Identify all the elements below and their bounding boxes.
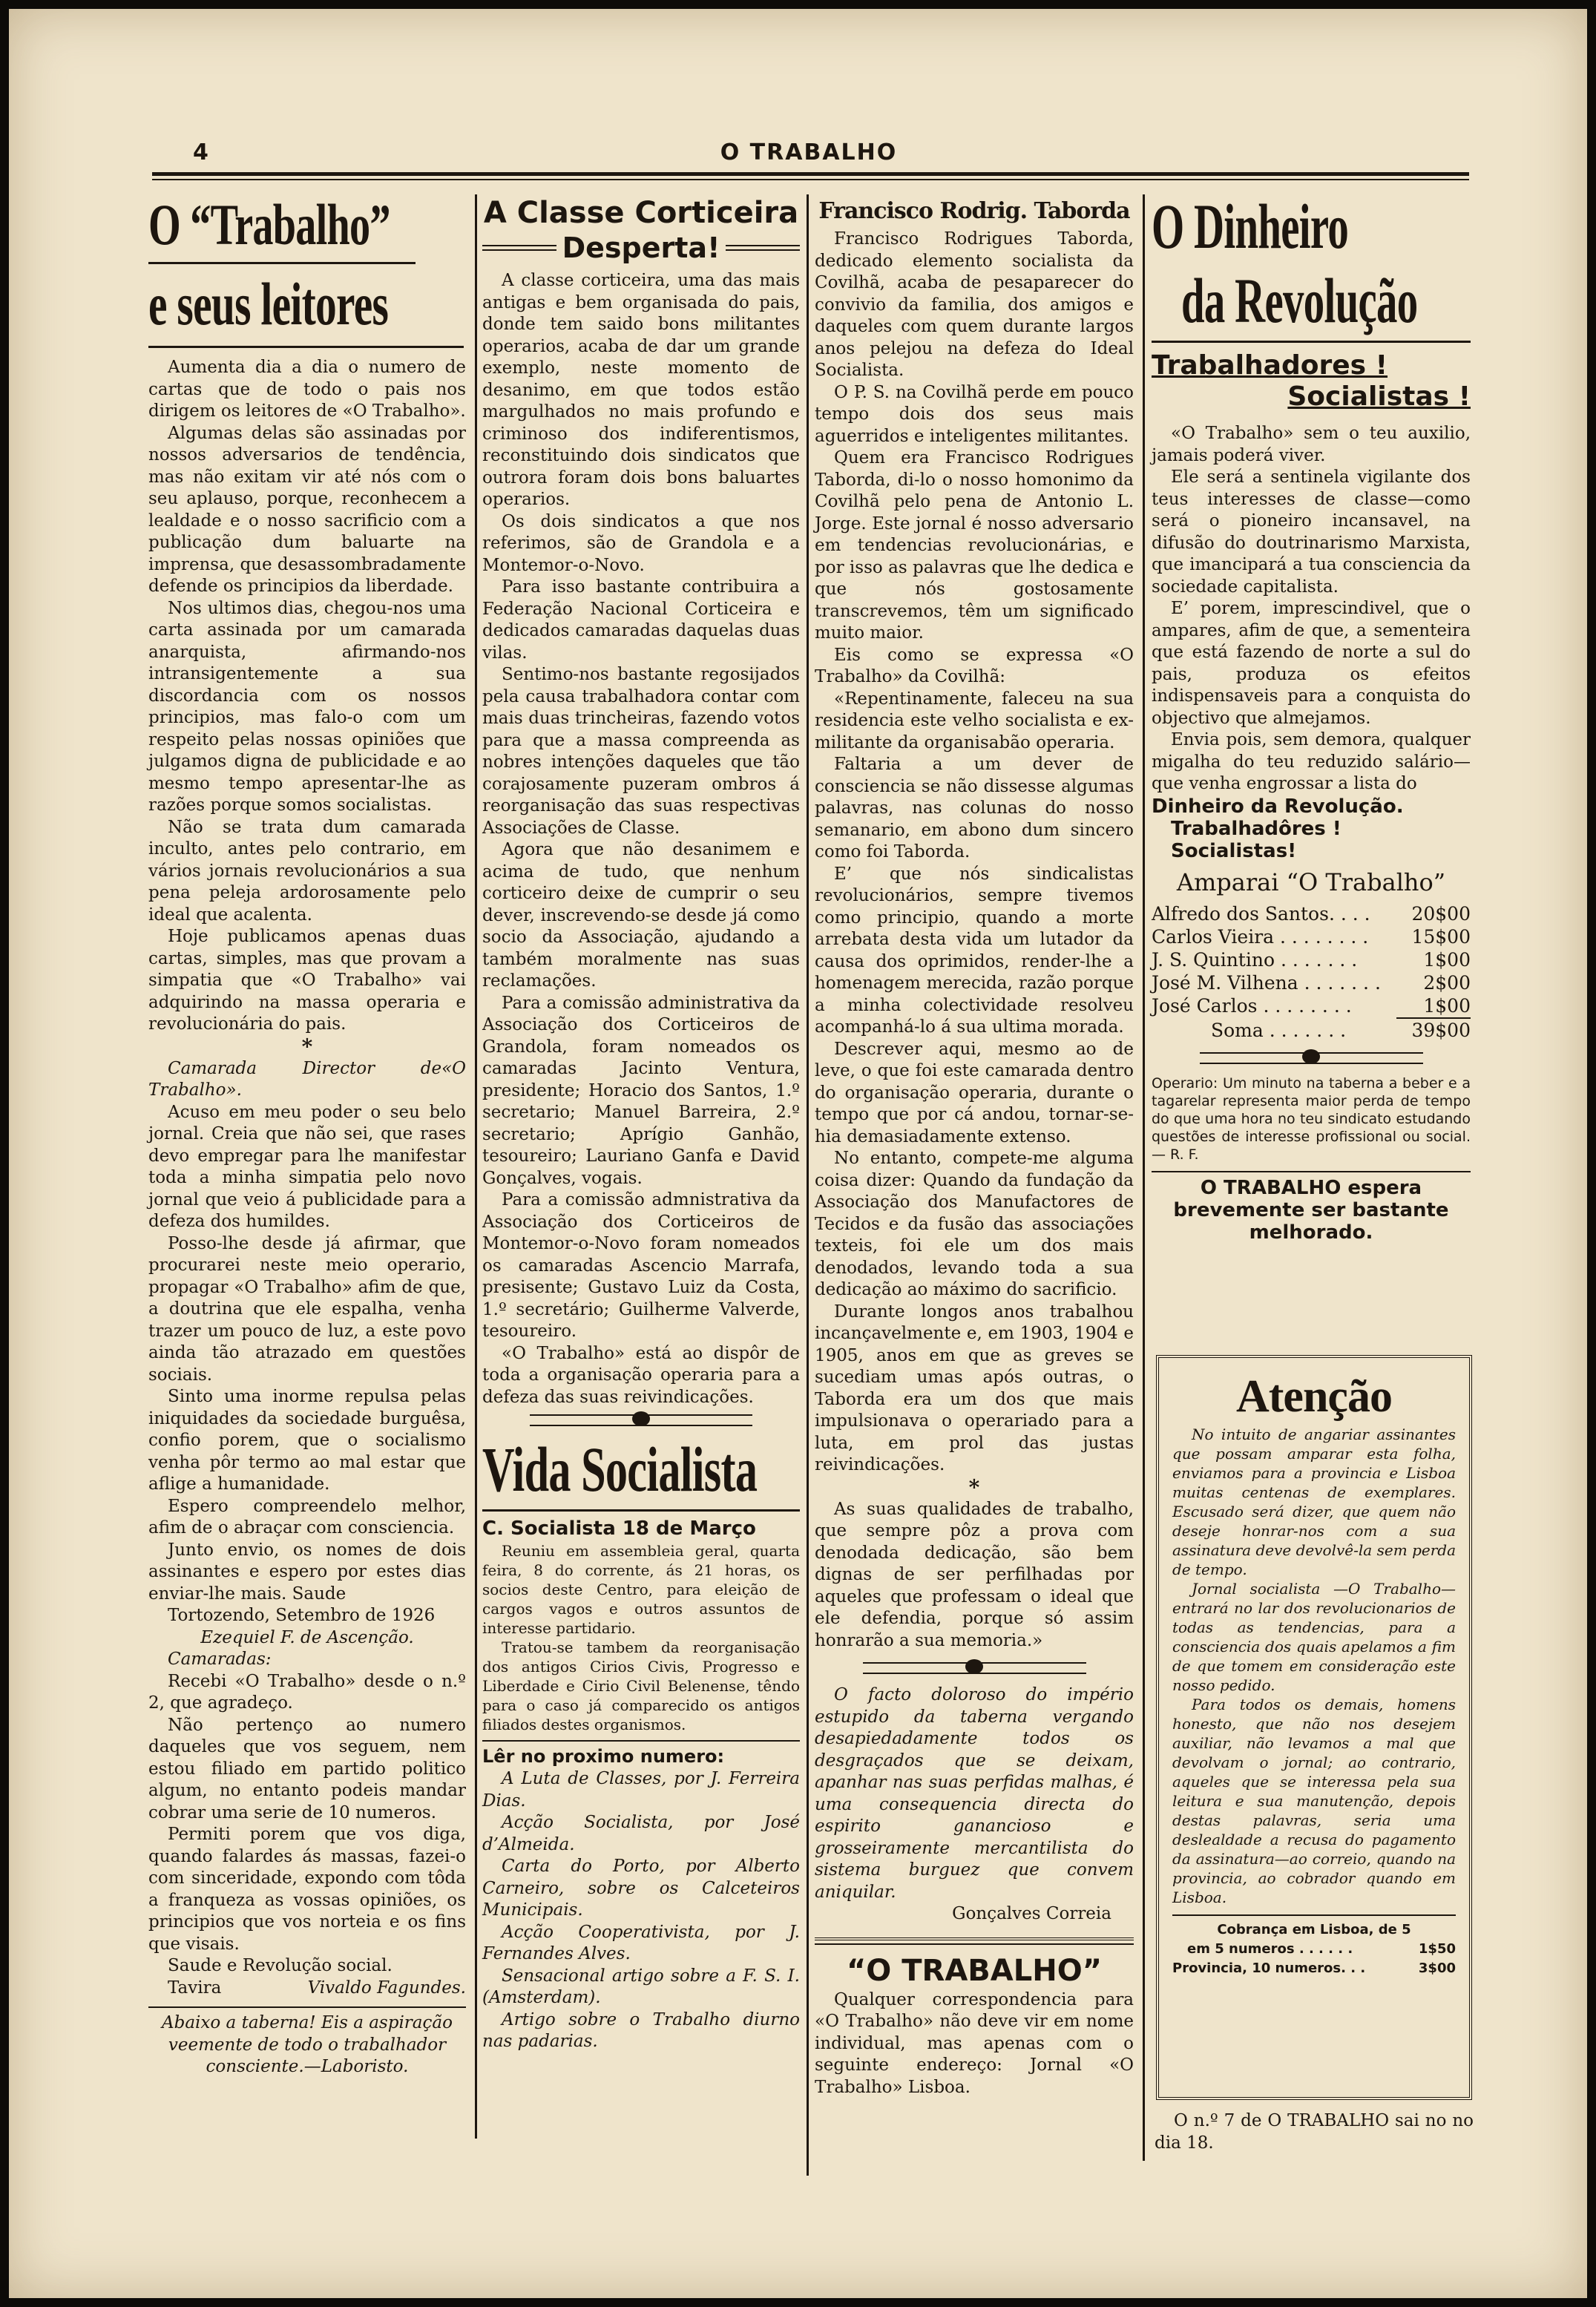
article-title-line1: O Dinheiro [1152,191,1349,262]
paragraph: Durante longos anos trabalhou incançavelmente e, em 1903, 1904 e 1905, anos em que as greves se sucediam umas após outras, o Taborda era um dos que mais impulsionava o operariado para a luta, em prol das justas reivindicações. [815,1302,1134,1474]
paragraph: Nos ultimos dias, chegou-nos uma carta assinada por um camarada anarquista, afirmando-nos intransigentemente a sua discordancia com os nossos principios, mas falo-o com um respeito pelas nossas opiniões que julgamos digna de publicidade e ao mesmo tempo apresentar-lhe as razões porque somos socialistas. [148,598,466,815]
paragraph: Para todos os demais, homens honesto, que não nos desejem auxiliar, não levamos a mal que devolvam o jornal; ao contrario, aqueles que se interessa pela sua leitura e sua manutenção, depois destas palavras, seria uma deslealdade a recusa do pagamento da assinatura—ao correio, quando na provincia, ao cobrador quando em Lisboa. [1172,1696,1456,1906]
divider [815,1937,1134,1945]
closing-notice [1155,2110,1474,2154]
title-underline [1152,341,1471,343]
letter2-signoff [148,1978,466,2000]
next-issue-item: Carta do Porto, por Alberto Carneiro, sobre os Calceteiros Municipais. [482,1857,800,1920]
subsection-title: C. Socialista 18 de Março [482,1517,756,1540]
italic-note: O facto doloroso do império estupido da taberna vergando desapiedadamente todos os desgraçados que se deixam, apanhar nas suas perfidas malhas, é uma consequencia directa do espirito ganancioso e grosseiramente mercantilista do sistema burguez que convem aniquilar. [815,1685,1134,1902]
paragraph: Descrever aqui, mesmo ao de leve, o que foi este camarada dentro do organisação operaria, durante o tempo que por cá andou, tornar-se-hia demasiadamente extenso. [815,1039,1134,1146]
donor-row [1152,948,1471,971]
column-1 [148,189,466,2078]
donor-row [1152,902,1471,925]
divider [482,1740,800,1742]
paragraph: Junto envio, os nomes de dois assinantes e espero por estes dias enviar-lhe mais. Saude [148,1540,466,1604]
donor-total-row [1152,1019,1471,1042]
next-issue-title: Lêr no proximo numero: [482,1746,725,1767]
total-label: Soma . . . . . . . [1211,1019,1347,1041]
section-star: * [301,1034,313,1059]
paragraph: Para isso bastante contribuira a Federação Nacional Corticeira e dedicados camaradas daquelas duas vilas. [482,577,800,663]
title-underline [148,262,416,264]
masthead: O TRABALHO [720,140,898,165]
attention-box [1156,1355,1472,2100]
notice-text: Qualquer correspondencia para «O Trabalho» não deve vir em nome individual, mas apenas com o seguinte endereço: Jornal «O Trabalho» Lisboa. [815,1989,1134,2097]
paragraph: «O Trabalho» sem o teu auxilio, jamais poderá viver. [1152,424,1471,465]
paragraph: Faltaria a um dever de consciencia se não dissesse algumas palavras, nas colunas do nosso semanario, em abono dum sincero como foi Taborda. [815,755,1134,862]
paragraph: Permiti porem que vos diga, quando falardes ás massas, fazei-o com sinceridade, expondo com tôda a franqueza as vossas opiniões, os principios que vos norteia e os fins que visais. [148,1825,466,1954]
ornament-divider [530,1414,752,1426]
price-row [1172,1940,1456,1959]
donor-row [1152,925,1471,948]
header-rule-thin [152,179,1469,180]
closing-text: O n.º 7 de O TRABALHO sai no no dia 18. [1155,2111,1474,2153]
note-signature: Gonçalves Correia [952,1904,1111,1923]
header-rule [152,172,1469,176]
paragraph: As suas qualidades de trabalho, que sempre pôz a prova com denodada dedicação, são bem dignas de ser perfilhadas por aqueles que professam o ideal que ele defendia, porque só assim honrarão a sua memoria.» [815,1499,1134,1650]
paragraph: Aumenta dia a dia o numero de cartas que de todo o pais nos dirigem os leitores de «O Trabalho». [148,358,466,421]
subtitle-rule-left [482,245,556,251]
price-label: Provincia, 10 numeros. . . [1172,1960,1366,1976]
paragraph: Recebi «O Trabalho» desde o n.º 2, que agradeço. [148,1671,466,1713]
paragraph: Não se trata dum camarada inculto, antes pelo contrario, em vários jornais revolucionários a sua pena peleja ardorosamente pelo ideal que acalenta. [148,817,466,925]
subsection-body [482,1541,800,1734]
price-value: 3$00 [1418,1960,1456,1976]
donor-amount: 20$00 [1411,902,1471,925]
paragraph: A classe corticeira, uma das mais antigas e bem organisada do pais, donde tem saido bons militantes operarios, acaba de dar um grande exemplo, neste momento de desanimo, em que todos estão margulhados no mais profundo e criminoso dos indiferentismos, reconstituindo dois sindicatos que outrora foram dois bons baluartes operarios. [482,271,800,509]
donor-amount: 2$00 [1423,971,1471,994]
subtitle-2: Socialistas ! [1287,381,1471,412]
donor-row [1152,994,1471,1017]
intro-paragraphs [148,357,466,1036]
paragraph: Para a comissão administrativa da Associação dos Corticeiros de Grandola, foram nomeados os camaradas Jacinto Ventura, presidente; Horacio dos Santos, 1.º secretario; Manuel Barreira, 2.º secretario; Aprígio Ganhão, tesoureiro; Lauriano Ganfa e David Gonçalves, vogais. [482,993,800,1188]
divider [1152,1171,1471,1172]
paragraph: Tratou-se tambem da reorganisação dos antigos Cirios Civis, Progresso e Liberdade e Cirio Civil Belenense, têndo para o caso já comparecido os antigos filiados destes organismos. [482,1638,800,1733]
donor-name: José M. Vilhena . . . . . . . [1152,971,1381,994]
attention-title: Atenção [1236,1371,1392,1422]
paragraph: Os dois sindicatos a que nos referimos, são de Grandola e a Montemor-o-Novo. [482,511,800,575]
page-header [152,140,1465,166]
article-title-line2: da Revolução [1181,265,1418,336]
section-rule [482,1509,800,1512]
page-number: 4 [193,140,208,165]
paragraph: O P. S. na Covilhã perde em pouco tempo dois dos seus mais aguerridos e inteligentes militantes. [815,382,1134,446]
paragraph: Eis como se expressa «O Trabalho» da Covilhã: [815,645,1134,686]
letter-signature: Ezequiel F. de Ascenção. [200,1627,414,1647]
paragraph: «Repentinamente, faleceu na sua residencia este velho socialista e ex-militante da organisabão operaria. [815,689,1134,752]
operario-note: Operario: Um minuto na taberna a beber e a tagarelar representa maior perda de tempo do que uma hora no teu sindicato estudando questões de interesse profissional ou social.— R. F. [1152,1074,1471,1163]
price-value: 1$50 [1418,1941,1456,1957]
paragraph: Espero compreendelo melhor, afim de o abraçar com consciencia. [148,1496,466,1538]
subtitle-1: Trabalhadores ! [1152,350,1388,381]
fund-name: Dinheiro da Revolução. [1152,795,1404,818]
paragraph: E’ que nós sindicalistas revolucionários, sempre tivemos como principio, quando a morte arrebata desta vida um lutador da causa dos oprimidos, render-lhe a homenagem merecida, razão porque a minha colectividade resolveu acompanhá-lo á sua ultima morada. [815,864,1134,1037]
donor-name: Carlos Vieira . . . . . . . . [1152,925,1369,948]
improvement-note: O TRABALHO espera brevemente ser bastante melhorado. [1173,1176,1449,1244]
donor-name: Alfredo dos Santos. . . . [1152,902,1370,925]
letter-place-date: Tortozendo, Setembro de 1926 [168,1606,436,1625]
paragraph: No entanto, compete-me alguma coisa dizer: Quando da fundação da Associação dos Manufactores de Tecidos e da fusão das associações texteis, foi ele um dos mais denodados, levando toda a sua dedicação ao máximo do sacrificio. [815,1149,1134,1299]
divider [1172,1914,1456,1916]
paragraph: Quem era Francisco Rodrigues Taborda, di-lo o nosso homonimo da Covilhã pelo pena de Antonio L. Jorge. Este jornal é nosso adversario em tendencias revolucionárias, e por isso as palavras que lhe dedica e que nós gostosamente transcrevemos, têm um significado muito maior. [815,448,1134,643]
article-title: A Classe Corticeira [483,196,799,230]
paragraph: Ele será a sentinela vigilante dos teus interesses de classe—como será o pioneiro incansavel, na difusão do doutrinarismo Marxista, que imancipará a tua consciencia da sociedade capitalista. [1152,467,1471,597]
article-title: Francisco Rodrig. Taborda [818,198,1130,224]
letter-salutation: Camaradas: [168,1650,272,1669]
article-title-line1: O “Trabalho” [148,192,390,257]
section-star: * [968,1474,980,1500]
paragraph: Sinto uma inorme repulsa pelas iniquidades da sociedade burguêsa, confio porem, que o socialismo venha pôr termo ao mal estar que aflige a humanidade. [148,1387,466,1494]
total-amount: 39$00 [1411,1019,1471,1041]
letter-signature: Vivaldo Fagundes. [307,1978,466,1998]
donor-list [1152,902,1471,1042]
next-issue-item: A Luta de Classes, por J. Ferreira Dias. [482,1769,800,1811]
paragraph: «O Trabalho» está ao dispôr de toda a organisação operaria para a defeza das suas reivindicações. [482,1343,800,1407]
donor-amount: 1$00 [1423,994,1471,1017]
divider [148,2006,466,2008]
paragraph: Saude e Revolução social. [168,1956,393,1975]
letter-salutation: Camarada Director de«O Trabalho». [148,1058,466,1100]
title-underline-2 [148,346,464,348]
paragraph: Algumas delas são assinadas por nossos adversarios de tendência, mas não exitam vir até nós com o seu aplauso, porque, reconhecem a lealdade e o nosso sacrificio com a publicação dum baluarte na imprensa, que desassombradamente defende os principios da liberdade. [148,423,466,596]
donor-row [1152,971,1471,994]
next-issue-item: Acção Cooperativista, por J. Fernandes Alves. [482,1922,800,1963]
donor-amount: 1$00 [1423,948,1471,971]
column-rule-2 [807,194,809,2176]
donor-name: J. S. Quintino . . . . . . . [1152,948,1358,971]
subtitle-row [482,232,800,264]
paragraph: Não pertenço ao numero daqueles que vos seguem, nem estou filiado em partido politico algum, no entanto podeis mandar cobrar uma serie de 10 numeros. [148,1715,466,1822]
paragraph: Para a comissão admnistrativa da Associação dos Corticeiros de Montemor-o-Novo foram nomeados os camaradas Ascencio Marrafa, presisente; Gustavo Luiz da Costa, 1.º secretário; Guilherme Valverde, tesoureiro. [482,1190,800,1341]
section-title: Vida Socialista [482,1434,758,1505]
paragraph: Francisco Rodrigues Taborda, dedicado elemento socialista da Covilhã, acaba de pesaparecer do convivio da familia, dos amigos e daqueles com quem durante largos anos pelejou na defeza do Ideal Socialista. [815,229,1134,380]
donor-name: José Carlos . . . . . . . . [1152,994,1352,1017]
paragraph: Agora que não desanimem e acima de tudo, que nenhum corticeiro deixe de cumprir o seu dever, inscrevendo-se desde já como socio da Associação, ajudando a também moralmente nas suas reclamações. [482,840,800,991]
paragraph: Sentimo-nos bastante regosijados pela causa trabalhadora contar com mais duas trincheiras, fazendo votos para que a massa compreenda as nobres intenções daqueles que tão corajosamente puzeram ombros á reorganisação das suas respectivas Associações de Classe. [482,665,800,838]
call-workers: Trabalhadôres ! [1171,817,1342,840]
cobranca-title: Cobrança em Lisboa, de 5 [1217,1922,1411,1937]
column-rule-1 [475,194,477,2139]
amparai-heading: Amparai “O Trabalho” [1176,867,1446,896]
ornament-divider [1200,1052,1423,1064]
attention-body [1172,1425,1456,1907]
paragraph: Envia pois, sem demora, qualquer migalha do teu reduzido salário—que venha engrossar a lista do [1152,730,1471,793]
article-title-line2: e seus leitores [148,270,389,338]
next-issue-item: Acção Socialista, por José d’Almeida. [482,1813,800,1854]
column-4 [1152,189,1471,1244]
paragraph: No intuito de angariar assinantes que possam amparar esta folha, enviamos para a provincia e Lisboa muitas centenas de exemplares. Escusado será dizer, que quem não deseje honrar-nos com a sua assinatura deve devolvê-la sem perda de tempo. [1172,1425,1456,1578]
paragraph: Hoje publicamos apenas duas cartas, simples, mas que provam a simpatia que «O Trabalho» vai adquirindo na massa operaria e revolucionária do pais. [148,927,466,1034]
ornament-divider [863,1662,1086,1674]
paragraph: E’ porem, imprescindivel, que o ampares, afim de que, a sementeira que está fazendo de norte a sul do pais, produza os efeitos indispensaveis para a conquista do objectivo que almejamos. [1152,599,1471,728]
price-row [1172,1959,1456,1978]
column-3 [815,194,1134,2098]
footnote: Abaixo a taberna! Eis a aspiração veemente de todo o trabalhador consciente.—Laboristo. [162,2013,453,2076]
paragraph: Reuniu em assembleia geral, quarta feira, 8 do corrente, ás 21 horas, os socios deste Centro, para eleição de cargos vagos e outros assuntos de interesse partidario. [482,1542,800,1637]
next-issue-item: Sensacional artigo sobre a F. S. I. (Amsterdam). [482,1966,800,2007]
call-socialists: Socialistas! [1171,839,1297,862]
letter-place: Tavira [168,1978,222,1998]
subtitle-rule-right [726,245,800,251]
notice-title: “O TRABALHO” [847,1953,1102,1988]
paragraph: Posso-lhe desde já afirmar, que procurarei neste meio operario, propagar «O Trabalho» afim de que, a doutrina que ele espalha, venha trazer um pouco de luz, a este povo ainda tão atrazado em questões sociais. [148,1233,466,1385]
paragraph: Acuso em meu poder o seu belo jornal. Creia que não sei, que rases devo empregar para lhe manifestar toda a minha simpatia pelo novo jornal que veio á publicidade para a defeza dos humildes. [148,1102,466,1231]
paragraph: Jornal socialista —O Trabalho— entrará no lar dos revolucionarios de todas as tendencias, para a consciencia dos quais apelamos a fim de que tomem em consideração este nosso pedido. [1172,1580,1456,1694]
donor-amount: 15$00 [1411,925,1471,948]
price-label: em 5 numeros . . . . . . [1187,1941,1353,1957]
article-subtitle: Desperta! [562,232,720,264]
column-2 [482,194,800,2053]
next-issue-item: Artigo sobre o Trabalho diurno nas padarias. [482,2009,800,2051]
column-rule-3 [1143,194,1145,2161]
